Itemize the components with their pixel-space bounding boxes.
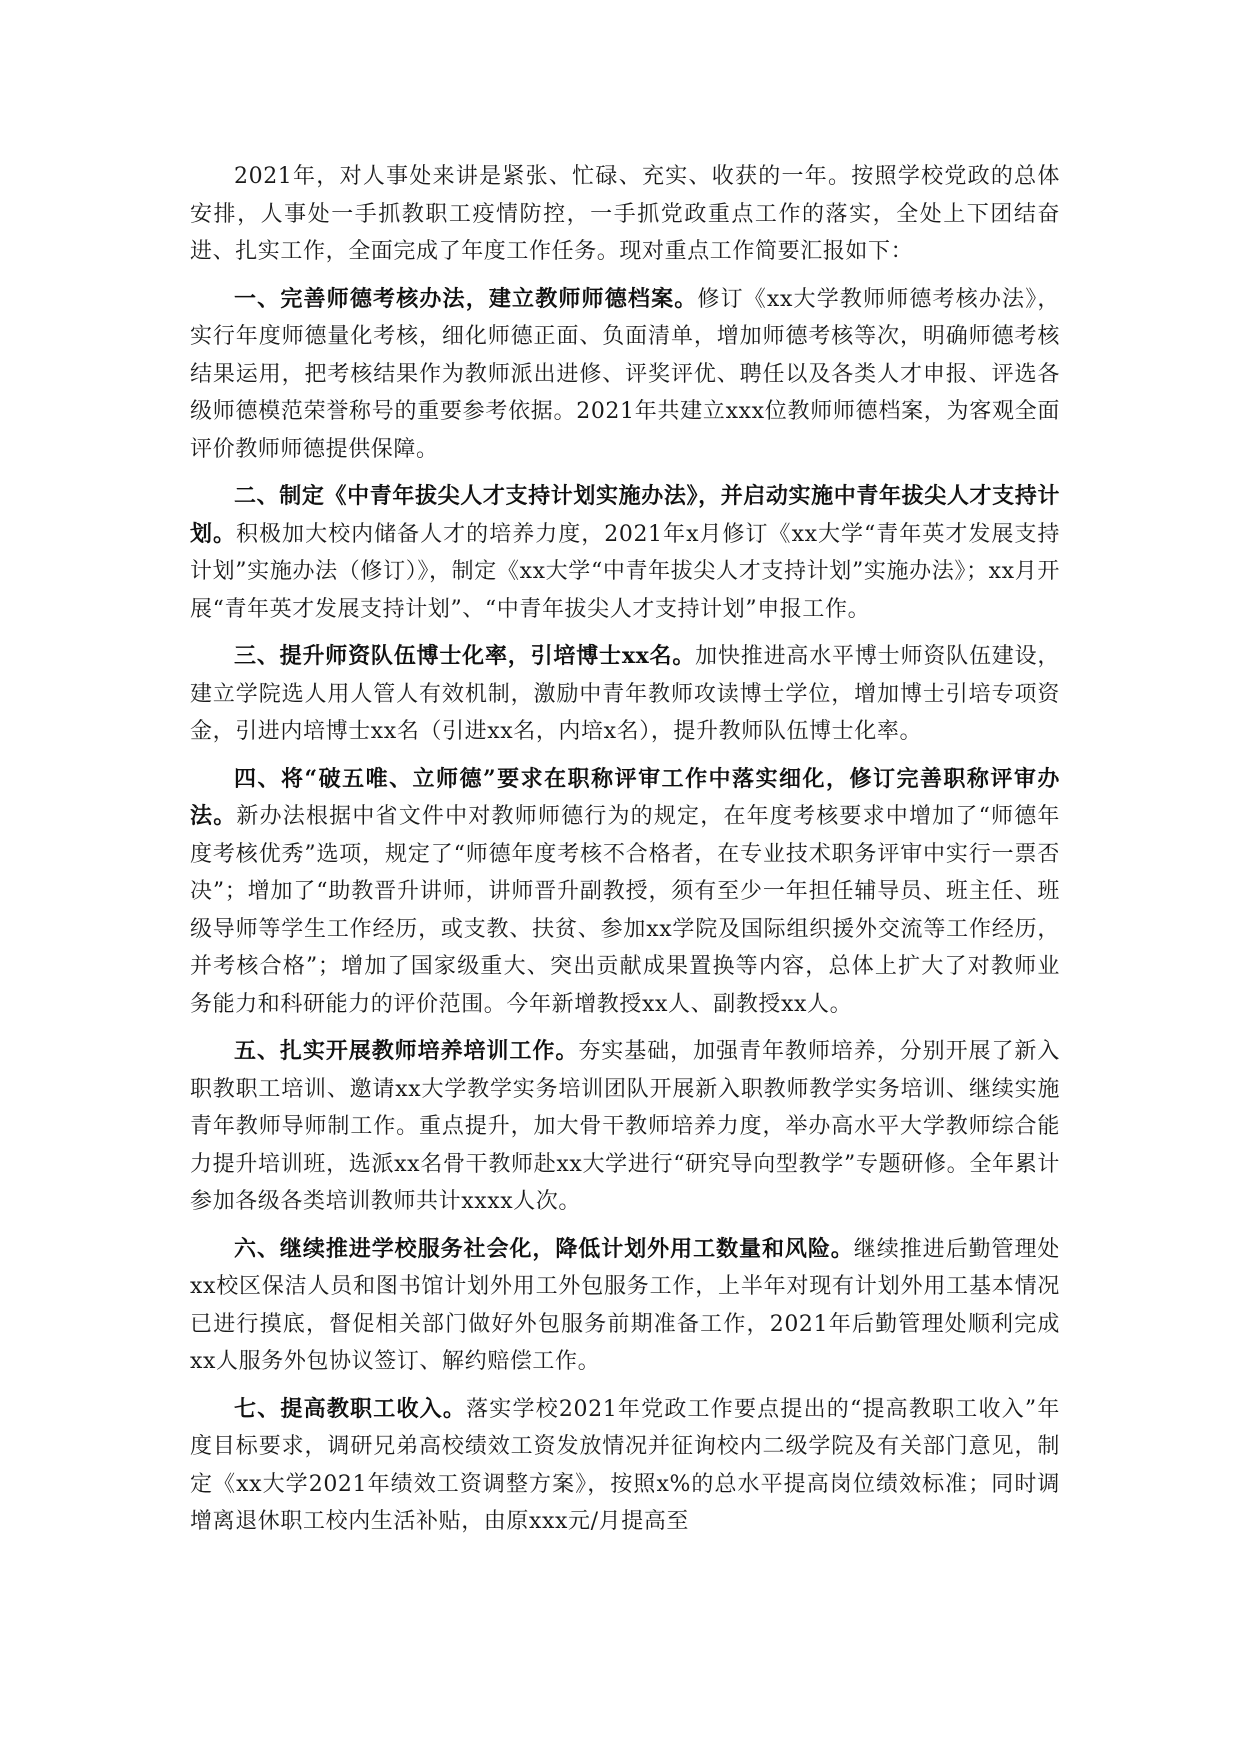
section-4-heading: 四、将“破五唯、立师德”要求在职称评审工作中落实细化，修订完善职称评审办法。: [190, 765, 1060, 829]
section-6-heading: 六、继续推进学校服务社会化，降低计划外用工数量和风险。: [234, 1235, 854, 1262]
section-6-text: 继续推进后勤管理处xx校区保洁人员和图书馆计划外用工外包服务工作，上半年对现有计划外用工基本情况已进行摸底，督促相关部门做好外包服务前期准备工作，2021年后勤管理处顺利完成xx人服务外包协议签订、解约赔偿工作。: [190, 1236, 1060, 1374]
section-5-text: 夯实基础，加强青年教师培养，分别开展了新入职教职工培训、邀请xx大学教学实务培训团队开展新入职教师教学实务培训、继续实施青年教师导师制工作。重点提升，加大骨干教师培养力度，举办高水平大学教师综合能力提升培训班，选派xx名骨干教师赴xx大学进行“研究导向型教学”专题研修。全年累计参加各级各类培训教师共计xxxx人次。: [190, 1039, 1060, 1214]
section-5-heading: 五、扎实开展教师培养培训工作。: [234, 1038, 579, 1064]
section-1-paragraph: [190, 281, 1060, 469]
section-2-paragraph: [190, 478, 1060, 628]
paragraph-text: 2021年，对人事处来讲是紧张、忙碌、充实、收获的一年。按照学校党政的总体安排，人事处一手抓教职工疫情防控，一手抓党政重点工作的落实，全处上下团结奋进、扎实工作，全面完成了年度工作任务。现对重点工作简要汇报如下：: [190, 164, 1060, 264]
section-7-heading: 七、提高教职工收入。: [234, 1395, 467, 1422]
intro-paragraph: [190, 158, 1060, 271]
section-4-text: 新办法根据中省文件中对教师师德行为的规定，在年度考核要求中增加了“师德年度考核优秀”选项，规定了“师德年度考核不合格者，在专业技术职务评审中实行一票否决”；增加了“助教晋升讲师，讲师晋升副教授，须有至少一年担任辅导员、班主任、班级导师等学生工作经历，或支教、扶贫、参加xx学院及国际组织援外交流等工作经历，并考核合格”；增加了国家级重大、突出贡献成果置换等内容，总体上扩大了对教师业务能力和科研能力的评价范围。今年新增教授xx人、副教授xx人。: [190, 804, 1060, 1017]
section-7-text: 落实学校2021年党政工作要点提出的“提高教职工收入”年度目标要求，调研兄弟高校绩效工资发放情况并征询校内二级学院及有关部门意见，制定《xx大学2021年绩效工资调整方案》，按照x%的总水平提高岗位绩效标准；同时调增离退休职工校内生活补贴，由原xxx元/月提高至: [190, 1396, 1060, 1534]
section-3-paragraph: [190, 638, 1060, 751]
section-6-paragraph: [190, 1231, 1060, 1381]
section-1-text: 修订《xx大学教师师德考核办法》，实行年度师德量化考核，细化师德正面、负面清单，增加师德考核等次，明确师德考核结果运用，把考核结果作为教师派出进修、评奖评优、聘任以及各类人才申报、评选各级师德模范荣誉称号的重要参考依据。2021年共建立xxx位教师师德档案，为客观全面评价教师师德提供保障。: [190, 286, 1060, 462]
document-body: [190, 158, 1060, 1551]
section-5-paragraph: [190, 1033, 1060, 1221]
section-3-heading: 三、提升师资队伍博士化率，引培博士xx名。: [234, 643, 696, 669]
section-2-text: 积极加大校内储备人才的培养力度，2021年x月修订《xx大学“青年英才发展支持计划”实施办法（修订）》，制定《xx大学“中青年拔尖人才支持计划”实施办法》；xx月开展“青年英才发展支持计划”、“中青年拔尖人才支持计划”申报工作。: [190, 521, 1060, 622]
section-4-paragraph: [190, 761, 1060, 1024]
section-2-heading: 二、制定《中青年拔尖人才支持计划实施办法》，并启动实施中青年拔尖人才支持计划。: [190, 483, 1060, 547]
section-3-text: 加快推进高水平博士师资队伍建设，建立学院选人用人管人有效机制，激励中青年教师攻读博士学位，增加博士引培专项资金，引进内培博士xx名（引进xx名，内培x名），提升教师队伍博士化率。: [190, 644, 1060, 744]
section-7-paragraph: [190, 1391, 1060, 1541]
section-1-heading: 一、完善师德考核办法，建立教师师德档案。: [234, 285, 698, 312]
